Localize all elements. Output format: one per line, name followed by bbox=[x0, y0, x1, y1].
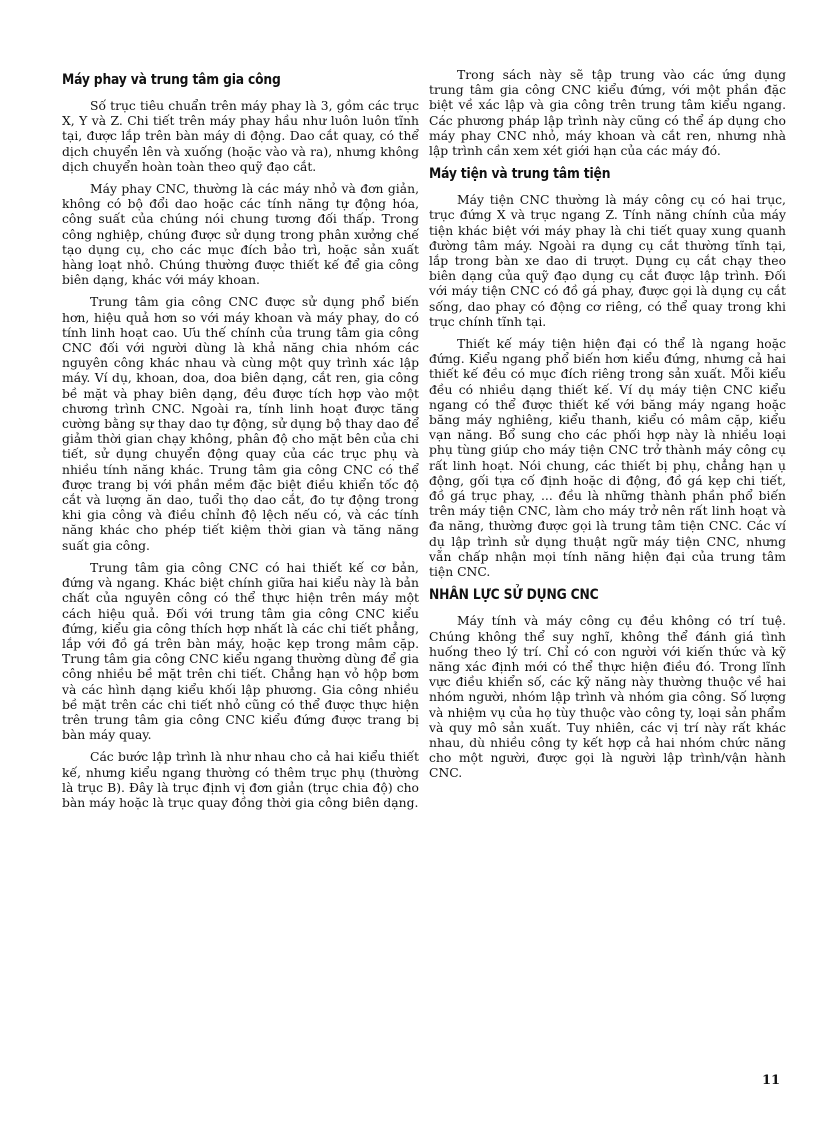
paragraph: Các bước lập trình là như nhau cho cả hai kiểu thiết kế, nhưng kiểu ngang thường có thêm trục phụ (thường là trục B). Đây là trục định vị đơn giản (trục chia độ) cho bàn máy hoặc là trục quay đồng thời gia công biên dạng. bbox=[62, 750, 419, 810]
heading-lathe: Máy tiện và trung tâm tiện bbox=[429, 166, 611, 183]
left-column bbox=[62, 66, 419, 818]
page-number: 11 bbox=[762, 1073, 781, 1088]
paragraph: Số trục tiêu chuẩn trên máy phay là 3, gồm các trục X, Y và Z. Chi tiết trên máy phay hầu như luôn luôn tĩnh tại, được lắp trên bàn máy di động. Dao cắt quay, có thể dịch chuyển lên và xuống (hoặc vào và ra), nhưng không dịch chuyển hoàn toàn theo quỹ đạo cắt. bbox=[62, 99, 419, 174]
paragraph: Thiết kế máy tiện hiện đại có thể là ngang hoặc đứng. Kiểu ngang phổ biến hơn kiểu đứng, nhưng cả hai thiết kế đều có mục đích riêng trong sản xuất. Mỗi kiểu đều có nhiều dạng thiết kế. Ví dụ máy tiện CNC kiểu ngang có thể được thiết kế với băng máy ngang hoặc băng máy nghiêng, kiểu thanh, kiểu có mâm cặp, kiểu vạn năng. Bổ sung cho các phối hợp này là nhiều loại phụ tùng giúp cho máy tiện CNC trở thành máy công cụ rất linh hoạt. Nói chung, các thiết bị phụ, chẳng hạn ụ động, gối tựa cố định hoặc di động, đồ gá kẹp chi tiết, đồ gá trục phay, ... đều là những thành phần phổ biến trên máy tiện CNC, làm cho máy trở nên rất linh hoạt và đa năng, thường được gọi là trung tâm tiện CNC. Các ví dụ lập trình sử dụng thuật ngữ máy tiện CNC, nhưng vẫn chấp nhận mọi tính năng hiện đại của trung tâm tiện CNC. bbox=[429, 337, 786, 580]
paragraph: Máy tính và máy công cụ đều không có trí tuệ. Chúng không thể suy nghĩ, không thể đánh giá tình huống theo lý trí. Chỉ có con người với kiến thức và kỹ năng xác định mới có thể thực hiện điều đó. Trong lĩnh vực điều khiển số, các kỹ năng này thường thuộc về hai nhóm người, nhóm lập trình và nhóm gia công. Số lượng và nhiệm vụ của họ tùy thuộc vào công ty, loại sản phẩm và quy mô sản xuất. Tuy nhiên, các vị trí này rất khác nhau, dù nhiều công ty kết hợp cả hai nhóm chức năng cho một người, được gọi là người lập trình/vận hành CNC. bbox=[429, 614, 786, 781]
paragraph: Trung tâm gia công CNC được sử dụng phổ biến hơn, hiệu quả hơn so với máy khoan và máy phay, do có tính linh hoạt cao. Ưu thế chính của trung tâm gia công CNC đối với người dùng là khả năng chia nhóm các nguyên công khác nhau và cùng một quy trình xác lập máy. Ví dụ, khoan, doa, doa biên dạng, cắt ren, gia công bề mặt và phay biên dạng, đều được tích hợp vào một chương trình CNC. Ngoài ra, tính linh hoạt được tăng cường bằng sự thay dao tự động, sử dụng bộ thay dao để giảm thời gian chạy không, phân độ cho mặt bên của chi tiết, sử dụng chuyển động quay của các trục phụ và nhiều tính năng khác. Trung tâm gia công CNC có thể được trang bị với phần mềm đặc biệt điều khiển tốc độ cắt và lượng ăn dao, tuổi thọ dao cắt, đo tự động trong khi gia công và điều chỉnh độ lệch nếu có, và các tính năng khác cho phép tiết kiệm thời gian và tăng năng suất gia công. bbox=[62, 295, 419, 553]
paragraph: Trung tâm gia công CNC có hai thiết kế cơ bản, đứng và ngang. Khác biệt chính giữa hai kiểu này là bản chất của nguyên công có thể thực hiện trên máy một cách hiệu quả. Đối với trung tâm gia công CNC kiểu đứng, kiểu gia công thích hợp nhất là các chi tiết phẳng, lắp với đồ gá trên bàn máy, hoặc kẹp trong mâm cặp. Trung tâm gia công CNC kiểu ngang thường dùng để gia công nhiều bề mặt trên chi tiết. Chẳng hạn vỏ hộp bơm và các hình dạng kiểu khối lập phương. Gia công nhiều bề mặt trên các chi tiết nhỏ cũng có thể được thực hiện trên trung tâm gia công CNC kiểu đứng được trang bị bàn máy quay. bbox=[62, 560, 419, 743]
right-column bbox=[429, 68, 786, 789]
heading-milling: Máy phay và trung tâm gia công bbox=[62, 72, 281, 88]
paragraph: Máy phay CNC, thường là các máy nhỏ và đơn giản, không có bộ đổi dao hoặc các tính năng tự động hóa, công suất của chúng nói chung tương đối thấp. Trong công nghiệp, chúng được sử dụng trong phân xưởng chế tạo dụng cụ, cho các mục đích bảo trì, hoặc sản xuất hàng loạt nhỏ. Chúng thường được thiết kế để gia công biên dạng, khác với máy khoan. bbox=[62, 182, 419, 288]
paragraph: Trong sách này sẽ tập trung vào các ứng dụng trung tâm gia công CNC kiểu đứng, với một phần đặc biệt về xác lập và gia công trên trung tâm kiểu ngang. Các phương pháp lập trình này cũng có thể áp dụng cho máy phay CNC nhỏ, máy khoan và cắt ren, nhưng nhà lập trình cần xem xét giới hạn của các máy đó. bbox=[429, 68, 786, 159]
heading-cnc-staff: NHÂN LỰC SỬ DỤNG CNC bbox=[429, 587, 599, 604]
paragraph: Máy tiện CNC thường là máy công cụ có hai trục, trục đứng X và trục ngang Z. Tính năng chính của máy tiện khác biệt với máy phay là chi tiết quay xung quanh đường tâm máy. Ngoài ra dụng cụ cắt thường tĩnh tại, lắp trong bàn xe dao di trượt. Dụng cụ cắt chạy theo biên dạng của quỹ đạo dụng cụ cắt được lập trình. Đối với máy tiện CNC có đồ gá phay, được gọi là dụng cụ cắt sống, dao phay có động cơ riêng, có thể quay trong khi trục chính tĩnh tại. bbox=[429, 193, 786, 329]
